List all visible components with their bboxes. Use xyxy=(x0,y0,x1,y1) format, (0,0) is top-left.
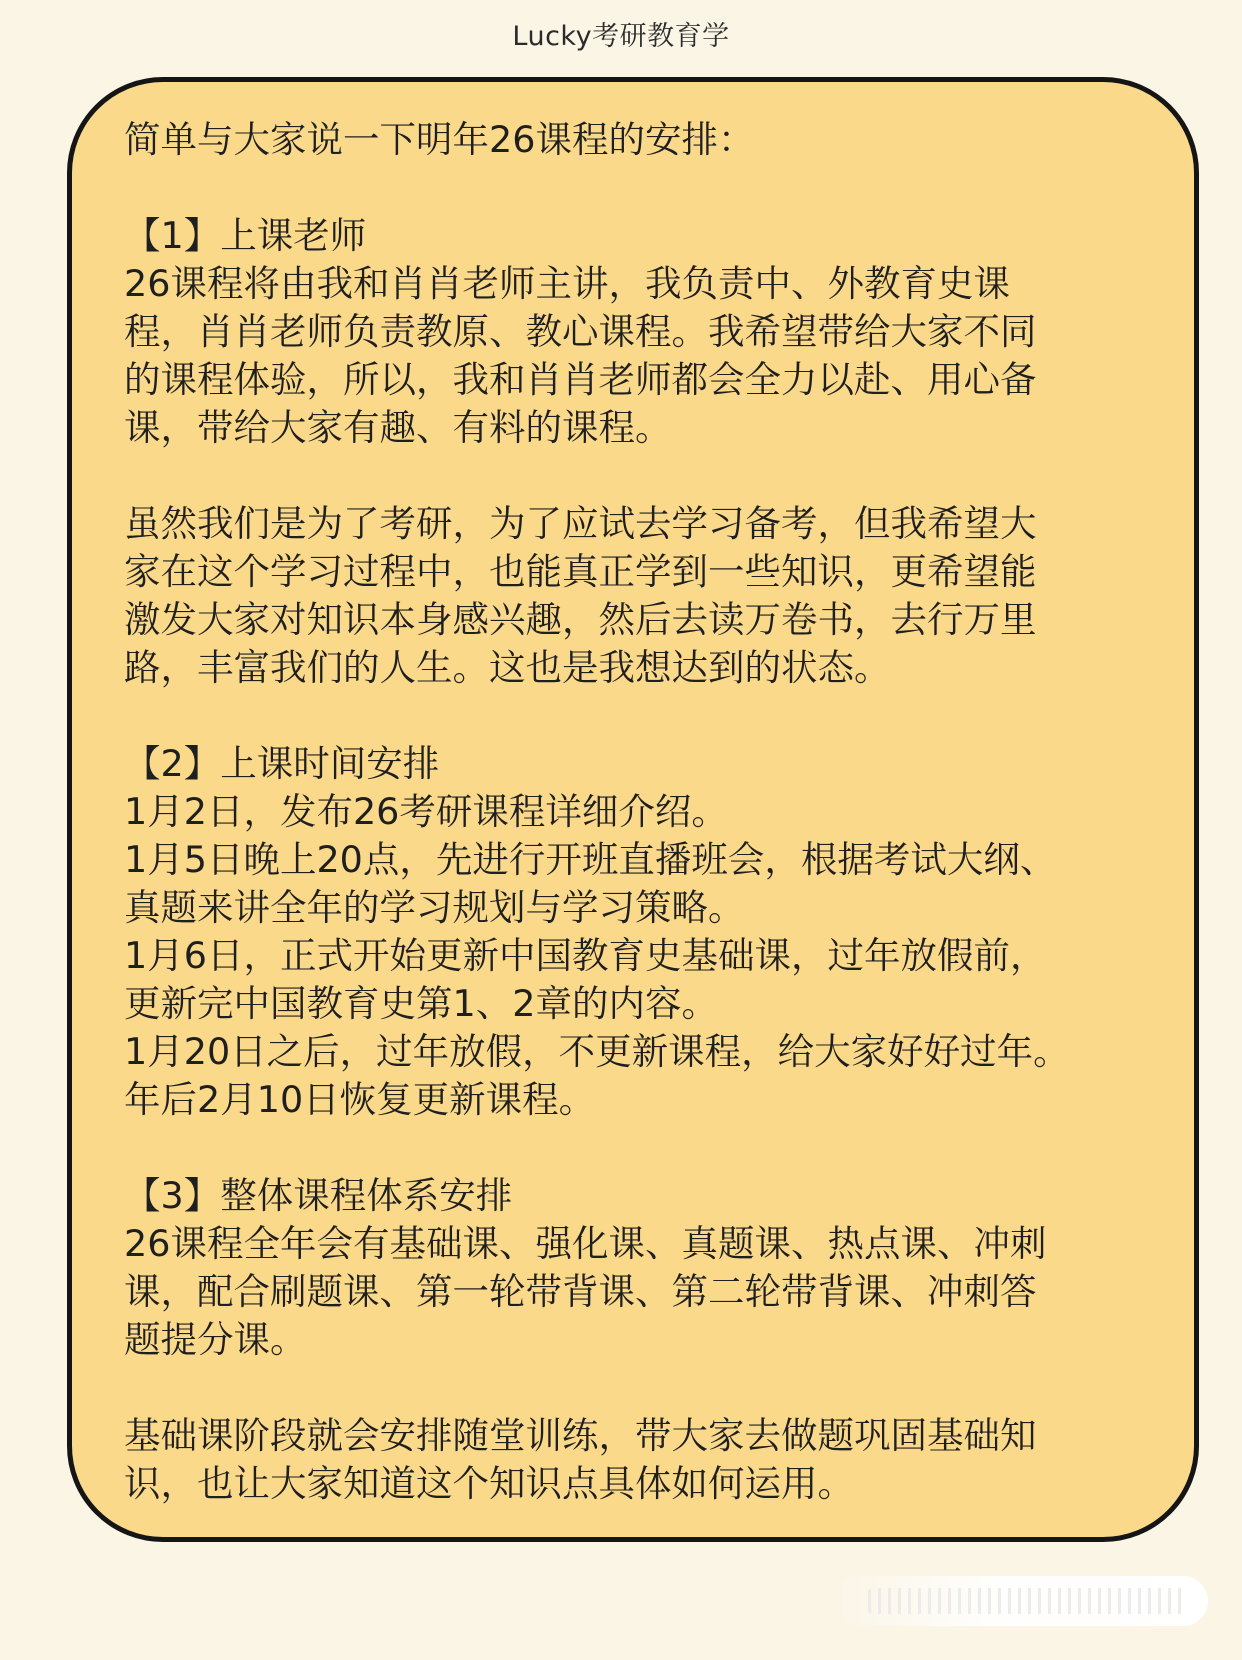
text-line: 基础课阶段就会安排随堂训练，带大家去做题巩固基础知 xyxy=(124,1414,1037,1457)
intro-text: 简单与大家说一下明年26课程的安排： xyxy=(124,118,755,161)
section-2-paragraph xyxy=(124,788,1154,1124)
section-2-title: 【2】上课时间安排 xyxy=(124,742,440,785)
section-3-paragraph-1 xyxy=(124,1220,1154,1364)
content-card xyxy=(67,77,1199,1542)
text-line: 程，肖肖老师负责教原、教心课程。我希望带给大家不同 xyxy=(124,310,1037,353)
text-line: 题提分课。 xyxy=(124,1318,307,1361)
text-line: 1月20日之后，过年放假，不更新课程，给大家好好过年。 xyxy=(124,1030,1070,1073)
text-line: 1月2日，发布26考研课程详细介绍。 xyxy=(124,790,728,833)
spacer xyxy=(124,452,1154,500)
watermark-overlay xyxy=(833,1576,1208,1626)
spacer xyxy=(124,1364,1154,1412)
section-1-paragraph-1 xyxy=(124,260,1154,452)
watermark-bars xyxy=(868,1588,1188,1614)
text-line: 的课程体验，所以，我和肖肖老师都会全力以赴、用心备 xyxy=(124,358,1037,401)
text-line: 26课程将由我和肖肖老师主讲，我负责中、外教育史课 xyxy=(124,262,1010,305)
spacer xyxy=(124,164,1154,212)
page-title: Lucky考研教育学 xyxy=(512,21,730,52)
text-line: 课，配合刷题课、第一轮带背课、第二轮带背课、冲刺答 xyxy=(124,1270,1037,1313)
section-1-title: 【1】上课老师 xyxy=(124,214,367,257)
text-line: 虽然我们是为了考研，为了应试去学习备考，但我希望大 xyxy=(124,502,1037,545)
spacer xyxy=(124,1124,1154,1172)
section-3-title: 【3】整体课程体系安排 xyxy=(124,1174,513,1217)
text-line: 更新完中国教育史第1、2章的内容。 xyxy=(124,982,718,1025)
text-line: 家在这个学习过程中，也能真正学到一些知识，更希望能 xyxy=(124,550,1037,593)
text-line: 1月5日晚上20点，先进行开班直播班会，根据考试大纲、 xyxy=(124,838,1057,881)
section-3-paragraph-2 xyxy=(124,1412,1154,1508)
spacer xyxy=(124,692,1154,740)
text-line: 真题来讲全年的学习规划与学习策略。 xyxy=(124,886,745,929)
text-line: 课，带给大家有趣、有料的课程。 xyxy=(124,406,672,449)
text-line: 1月6日，正式开始更新中国教育史基础课，过年放假前， xyxy=(124,934,1047,977)
text-line: 路，丰富我们的人生。这也是我想达到的状态。 xyxy=(124,646,891,689)
text-line: 激发大家对知识本身感兴趣，然后去读万卷书，去行万里 xyxy=(124,598,1037,641)
text-line: 年后2月10日恢复更新课程。 xyxy=(124,1078,596,1121)
section-1-paragraph-2 xyxy=(124,500,1154,692)
text-line: 识，也让大家知道这个知识点具体如何运用。 xyxy=(124,1462,854,1505)
text-line: 26课程全年会有基础课、强化课、真题课、热点课、冲刺 xyxy=(124,1222,1047,1265)
